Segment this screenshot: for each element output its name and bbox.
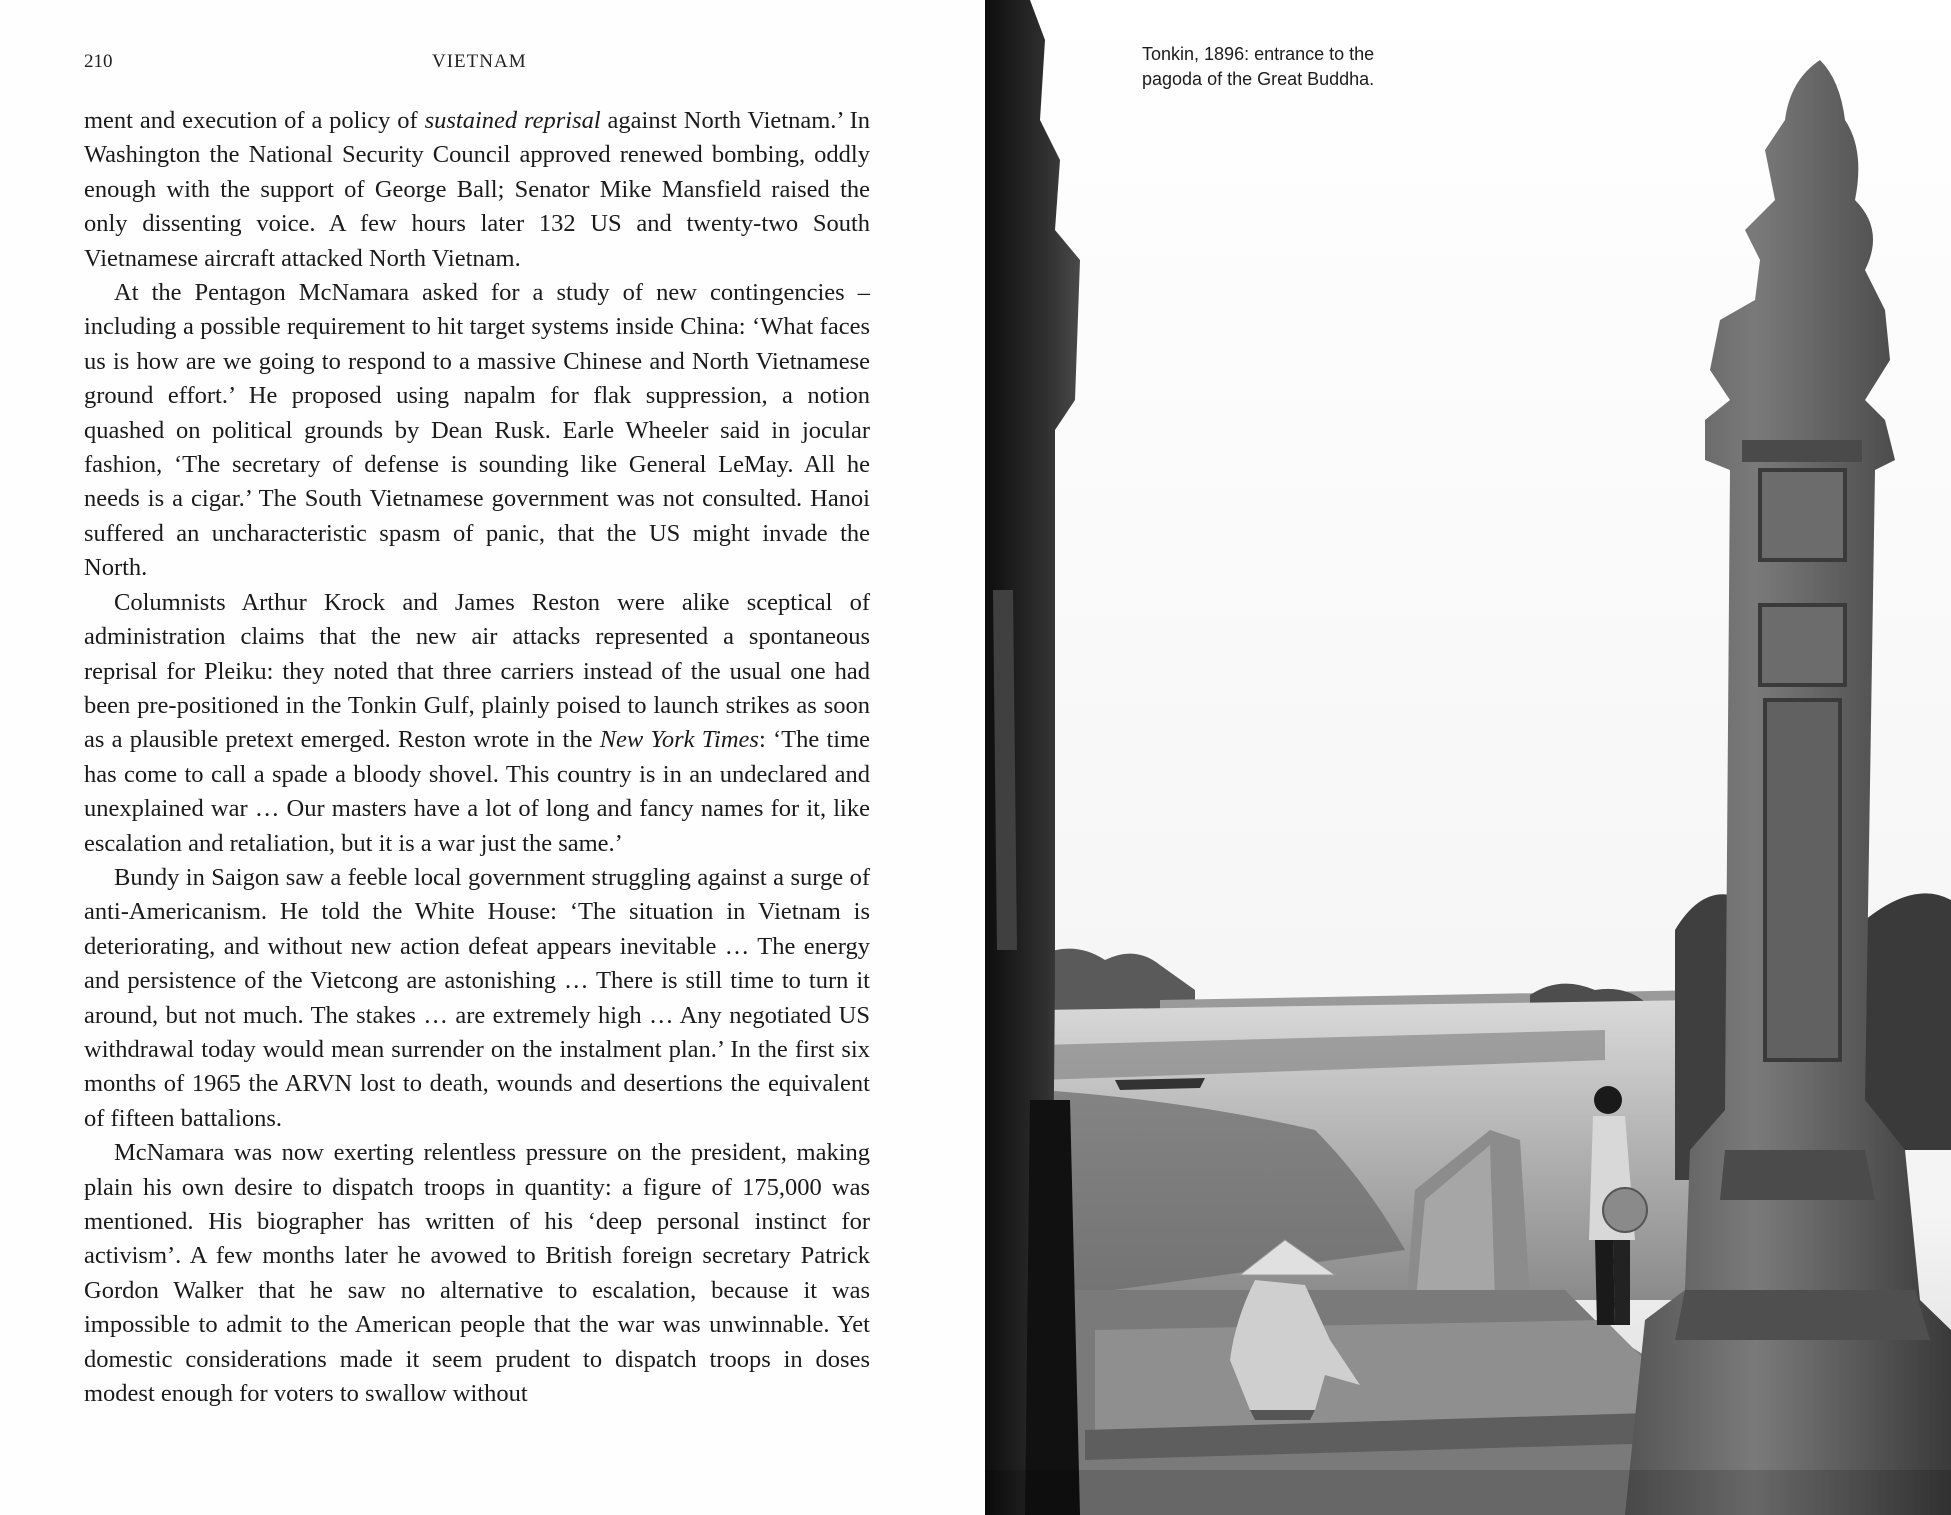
body-paragraph xyxy=(84,276,870,586)
caption-line-2: pagoda of the Great Buddha. xyxy=(1142,69,1375,89)
text-run: At the Pentagon McNamara asked for a study of new contingencies – including a possible requirement to hit target systems inside China: ‘What faces us is how are we going to respond to a massive Chinese and North Vietnamese ground effort.’ He proposed using napalm for flak suppression, a notion quashed on political grounds by Dean Rusk. Earle Wheeler said in jocular fashion, ‘The secretary of defense is sounding like General LeMay. All he needs is a cigar.’ The South Vietnamese government was not consulted. Hanoi suffered an uncharacteristic spasm of panic, that the US might invade the North. xyxy=(84,279,870,582)
body-paragraph xyxy=(84,1136,870,1411)
text-run: against North Vietnam.’ In Washington the National Security Council approved renewed bombing, oddly enough with the support of George Ball; Senator Mike Mansfield raised the only dissenting voice. A few hours later 132 US and twenty-two South Vietnamese aircraft attacked North Vietnam. xyxy=(84,107,870,272)
text-run: : ‘The time has come to call a spade a bloody shovel. This country is in an undeclared and unexplained war … Our masters have a lot of long and fancy names for it, like escalation and retaliation, but it is a war just the same.’ xyxy=(84,726,870,857)
body-paragraph xyxy=(84,586,870,861)
text-run: Columnists Arthur Krock and James Reston were alike sceptical of administration claims that the new air attacks represented a spontaneous reprisal for Pleiku: they noted that three carriers instead of the usual one had been pre-positioned in the Tonkin Gulf, plainly poised to launch strikes as soon as a plausible pretext emerged. Reston wrote in the xyxy=(84,588,870,754)
italic-run: New York Times xyxy=(599,726,759,754)
text-run: McNamara was now exerting relentless pressure on the president, making plain his own desire to dispatch troops in quantity: a figure of 175,000 was mentioned. His biographer has written of his ‘deep personal instinct for activism’. A few months later he avowed to British foreign secretary Patrick Gordon Walker that he saw no alternative to escalation, because it was impossible to admit to the American people that the war was unwinnable. Yet domestic considerations made it seem prudent to dispatch troops in doses modest enough for voters to swallow without xyxy=(84,1139,870,1408)
photo-caption xyxy=(1142,42,1442,92)
body-paragraph xyxy=(84,104,870,276)
text-run: ment and execution of a policy of xyxy=(84,107,425,134)
body-paragraph xyxy=(84,861,870,1136)
page-number: 210 xyxy=(84,51,113,72)
right-page xyxy=(985,0,1951,1515)
italic-run: sustained reprisal xyxy=(424,107,601,134)
body-text xyxy=(84,104,870,1411)
caption-line-1: Tonkin, 1896: entrance to the xyxy=(1142,44,1375,64)
pagoda-photograph xyxy=(985,0,1951,1515)
text-run: Bundy in Saigon saw a feeble local government struggling against a surge of anti-Americanism. He told the White House: ‘The situation in Vietnam is deteriorating, and without new action defeat appears inevitable … The energy and persistence of the Vietcong are astonishing … There is still time to turn it around, but not much. The stakes … are extremely high … Any negotiated US withdrawal today would mean surrender on the instalment plan.’ In the first six months of 1965 the ARVN lost to death, wounds and desertions the equivalent of fifteen battalions. xyxy=(84,863,870,1132)
running-head: VIETNAM xyxy=(432,51,527,72)
